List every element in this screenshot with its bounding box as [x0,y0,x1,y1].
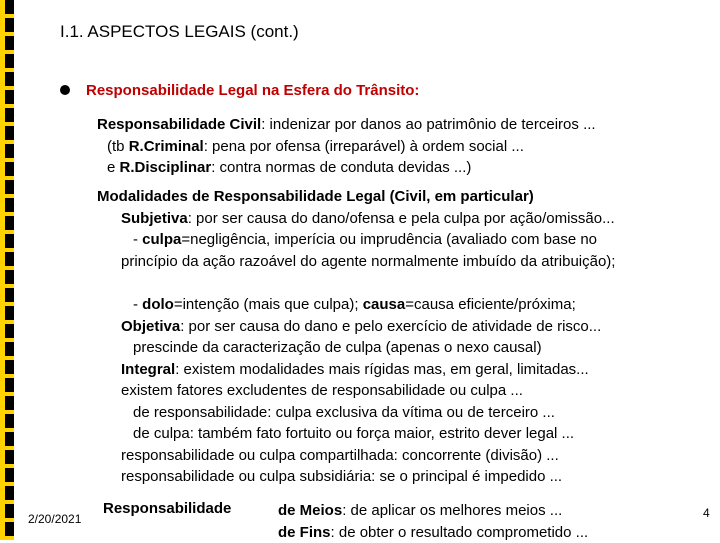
responsabilidade-label: Responsabilidade [103,500,231,517]
civil-line-2: (tb R.Criminal: pena por ofensa (irreparável) à ordem social ... [97,136,596,158]
page-number: 4 [703,506,710,520]
objetiva-line: Objetiva: por ser causa do dano e pelo exercício de atividade de risco... [97,316,601,338]
excl-culpa-line: de culpa: também fato fortuito ou força maior, estrito dever legal ... [97,423,601,445]
culpa-line: - culpa=negligência, imperícia ou imprudência (avaliado com base no [97,229,615,251]
fins-line: de Fins: de obter o resultado comprometido ... [278,522,588,543]
subsidiaria-line: responsabilidade ou culpa subsidiária: se o principal é impedido ... [97,466,601,488]
section-heading [60,82,419,99]
section-heading-text: Responsabilidade Legal na Esfera do Trânsito: [86,82,419,99]
meios-line: de Meios: de aplicar os melhores meios ... [278,500,588,522]
meios-fins-block [278,500,588,543]
excl-responsabilidade-line: de responsabilidade: culpa exclusiva da vítima ou de terceiro ... [97,402,601,424]
dolo-line: - dolo=intenção (mais que culpa); causa=causa eficiente/próxima; [97,294,601,316]
left-stripe-inner [0,0,5,540]
dolo-objetiva-block [97,294,601,488]
objetiva-line-2: prescinde da caracterização de culpa (apenas o nexo causal) [97,337,601,359]
civil-line-3: e R.Disciplinar: contra normas de conduta devidas ...) [97,157,596,179]
civil-line-1: Responsabilidade Civil: indenizar por danos ao patrimônio de terceiros ... [97,114,596,136]
subjetiva-line: Subjetiva: por ser causa do dano/ofensa e pela culpa por ação/omissão... [97,208,615,230]
civil-block [97,114,596,179]
compartilhada-line: responsabilidade ou culpa compartilhada: concorrente (divisão) ... [97,445,601,467]
slide-title: I.1. ASPECTOS LEGAIS (cont.) [60,22,299,42]
modalidades-block [97,186,615,272]
modalidades-heading: Modalidades de Responsabilidade Legal (Civil, em particular) [97,186,615,208]
bullet-icon [60,85,70,95]
excludentes-line: existem fatores excludentes de responsabilidade ou culpa ... [97,380,601,402]
footer-date: 2/20/2021 [28,512,81,526]
integral-line: Integral: existem modalidades mais rígidas mas, em geral, limitadas... [97,359,601,381]
culpa-line-2: princípio da ação razoável do agente normalmente imbuído da atribuição); [97,251,615,273]
